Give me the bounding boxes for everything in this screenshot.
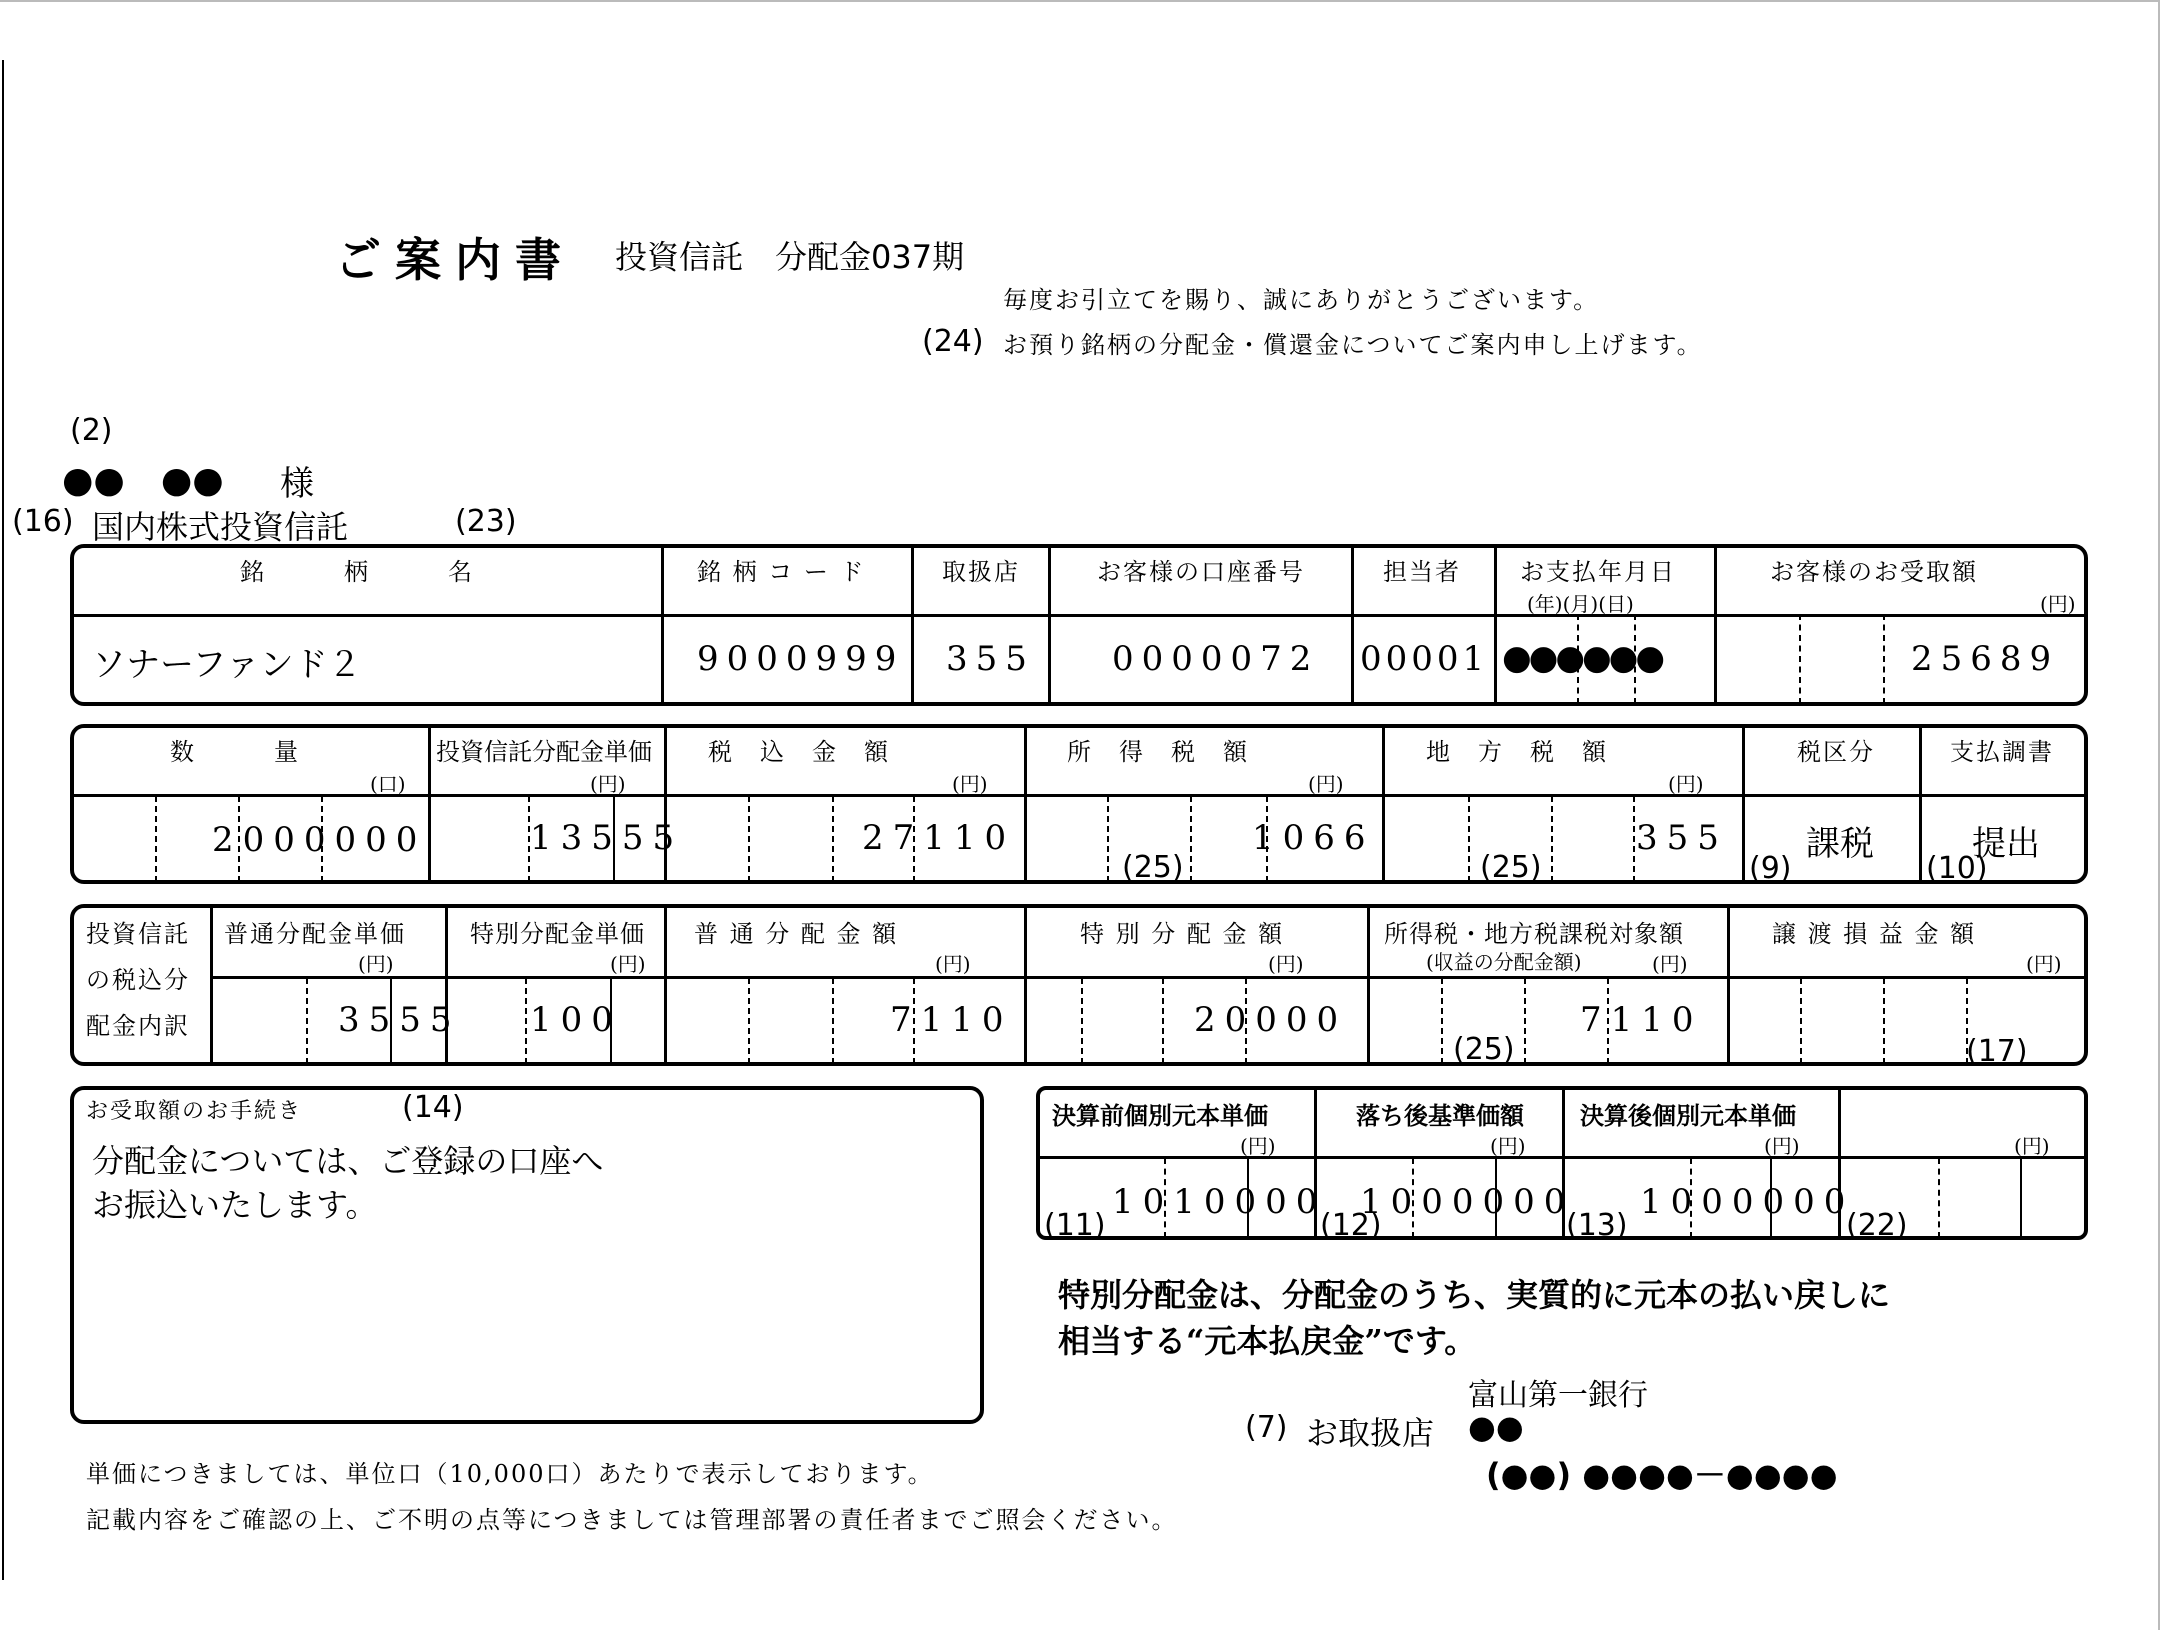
fund-category: 国内株式投資信託 bbox=[92, 508, 349, 546]
page-left-edge bbox=[2, 60, 4, 1580]
ref-25-income-tax: (25) bbox=[1122, 850, 1184, 885]
header-payment-date: お支払年月日 bbox=[1520, 558, 1676, 586]
header-blank-unit: (円) bbox=[2014, 1134, 2050, 1158]
tax-class-value: 課税 bbox=[1806, 824, 1874, 864]
header-gross-amount: 税 込 金 額 bbox=[708, 738, 890, 766]
header-post-drop-nav-unit: (円) bbox=[1490, 1134, 1526, 1158]
branch-phone: (●●) ●●●●－●●●● bbox=[1486, 1456, 1838, 1494]
branch-name: ●● bbox=[1468, 1408, 1524, 1446]
footer-note-2: 記載内容をご確認の上、ご不明の点等につきましては管理部署の責任者までご照会ください。 bbox=[86, 1506, 1178, 1534]
breakdown-side-label-3: 配金内訳 bbox=[86, 1012, 190, 1040]
fund-code-value: 9000999 bbox=[697, 639, 905, 679]
income-tax-value: 1066 bbox=[1252, 818, 1375, 858]
special-dist-amount-value: 20000 bbox=[1194, 1000, 1348, 1040]
payment-document-value: 提出 bbox=[1972, 824, 2040, 864]
header-account-number: お客様の口座番号 bbox=[1097, 558, 1305, 586]
header-branch: 取扱店 bbox=[942, 558, 1020, 586]
header-quantity-unit: (口) bbox=[370, 772, 406, 796]
header-pre-settlement-principal-unit: (円) bbox=[1240, 1134, 1276, 1158]
header-local-tax: 地 方 税 額 bbox=[1426, 738, 1608, 766]
taxable-amount-value: 7110 bbox=[1580, 1000, 1703, 1040]
header-payment-document: 支払調書 bbox=[1950, 738, 2054, 766]
header-unit-price: 投資信託分配金単価 bbox=[436, 738, 652, 766]
footer-note-1: 単価につきましては、単位口（10,000口）あたりで表示しております。 bbox=[86, 1460, 934, 1488]
header-pre-settlement-principal: 決算前個別元本単価 bbox=[1052, 1102, 1268, 1130]
pre-settlement-principal-value: 1010000 bbox=[1112, 1182, 1327, 1222]
header-quantity: 数 量 bbox=[170, 738, 300, 766]
special-distribution-note-1: 特別分配金は、分配金のうち、実質的に元本の払い戻しに bbox=[1058, 1276, 1891, 1314]
header-fund-code: 銘 柄 コ ー ド bbox=[697, 558, 866, 586]
fund-name-value: ソナーファンド２ bbox=[92, 645, 362, 685]
ref-9: (9) bbox=[1749, 851, 1792, 886]
header-normal-dist-price: 普通分配金単価 bbox=[224, 920, 406, 948]
header-fund-name: 銘 柄 名 bbox=[240, 558, 474, 586]
header-receipt-amount: お客様のお受取額 bbox=[1770, 558, 1978, 586]
ref-17: (17) bbox=[1966, 1034, 2028, 1069]
header-staff: 担当者 bbox=[1383, 558, 1461, 586]
header-local-tax-unit: (円) bbox=[1668, 772, 1704, 796]
header-unit-price-unit: (円) bbox=[590, 772, 626, 796]
special-dist-price-value: 100 bbox=[530, 1000, 622, 1040]
header-tax-class: 税区分 bbox=[1797, 738, 1875, 766]
receipt-amount-value: 25689 bbox=[1911, 639, 2060, 679]
special-distribution-note-2: 相当する“元本払戻金”です。 bbox=[1058, 1322, 1477, 1360]
quantity-value: 2000000 bbox=[212, 820, 427, 860]
header-income-tax-unit: (円) bbox=[1308, 772, 1344, 796]
bank-name: 富山第一銀行 bbox=[1468, 1378, 1648, 1413]
header-post-drop-nav: 落ち後基準価額 bbox=[1356, 1102, 1524, 1130]
receipt-procedure-text-2: お振込いたします。 bbox=[92, 1186, 378, 1224]
branch-label: お取扱店 bbox=[1306, 1414, 1435, 1452]
ref-2: (2) bbox=[70, 413, 113, 448]
header-normal-dist-amount: 普 通 分 配 金 額 bbox=[694, 920, 899, 948]
header-taxable-amount-sub: (収益の分配金額) bbox=[1426, 950, 1582, 974]
header-gross-amount-unit: (円) bbox=[952, 772, 988, 796]
header-post-settlement-principal-unit: (円) bbox=[1764, 1134, 1800, 1158]
breakdown-side-label-2: の税込分 bbox=[86, 966, 190, 994]
ref-14: (14) bbox=[402, 1090, 464, 1125]
branch-value: 355 bbox=[946, 639, 1035, 679]
header-normal-dist-amount-unit: (円) bbox=[935, 952, 971, 976]
header-special-dist-amount-unit: (円) bbox=[1268, 952, 1304, 976]
normal-dist-amount-value: 7110 bbox=[890, 1000, 1013, 1040]
header-post-settlement-principal: 決算後個別元本単価 bbox=[1580, 1102, 1796, 1130]
ref-16: (16) bbox=[12, 504, 74, 539]
receipt-procedure-text-1: 分配金については、ご登録の口座へ bbox=[92, 1142, 604, 1180]
normal-dist-price-value: 3555 bbox=[338, 1000, 461, 1040]
customer-honorific: 様 bbox=[280, 464, 314, 504]
gross-amount-value: 27110 bbox=[862, 818, 1016, 858]
ref-25-local-tax: (25) bbox=[1480, 850, 1542, 885]
receipt-procedure-label: お受取額のお手続き bbox=[86, 1099, 303, 1124]
header-taxable-amount-unit: (円) bbox=[1652, 952, 1688, 976]
ref-25-taxable: (25) bbox=[1453, 1032, 1515, 1067]
greeting-line: 毎度お引立てを賜り、誠にありがとうございます。 bbox=[1003, 286, 1600, 314]
ref-11: (11) bbox=[1044, 1208, 1106, 1243]
document-subtitle: 投資信託 分配金037期 bbox=[615, 238, 965, 276]
header-transfer-gain-loss: 譲 渡 損 益 金 額 bbox=[1772, 920, 1977, 948]
ref-22: (22) bbox=[1846, 1208, 1908, 1243]
payment-date-value: ●●●●●● bbox=[1502, 638, 1663, 678]
staff-value: 00001 bbox=[1360, 639, 1489, 679]
breakdown-side-label-1: 投資信託 bbox=[86, 920, 190, 948]
header-normal-dist-price-unit: (円) bbox=[358, 952, 394, 976]
header-special-dist-price: 特別分配金単価 bbox=[470, 920, 645, 948]
ref-13: (13) bbox=[1566, 1208, 1628, 1243]
post-drop-nav-value: 1000000 bbox=[1360, 1182, 1575, 1222]
account-number-value: 0000072 bbox=[1112, 639, 1320, 679]
notice-line: お預り銘柄の分配金・償還金についてご案内申し上げます。 bbox=[1003, 331, 1703, 359]
ref-10: (10) bbox=[1926, 851, 1988, 886]
local-tax-value: 355 bbox=[1636, 818, 1728, 858]
unit-price-value: 13555 bbox=[530, 818, 684, 858]
ref-24: (24) bbox=[922, 324, 984, 359]
ref-7: (7) bbox=[1245, 1410, 1288, 1445]
ref-12: (12) bbox=[1320, 1208, 1382, 1243]
ref-23: (23) bbox=[455, 504, 517, 539]
customer-name: ●● ●● bbox=[62, 460, 224, 501]
header-taxable-amount: 所得税・地方税課税対象額 bbox=[1384, 920, 1684, 948]
header-income-tax: 所 得 税 額 bbox=[1067, 738, 1249, 766]
page-top-edge bbox=[0, 0, 2160, 2]
header-receipt-amount-unit: (円) bbox=[2040, 592, 2076, 616]
header-transfer-gain-loss-unit: (円) bbox=[2026, 952, 2062, 976]
header-special-dist-price-unit: (円) bbox=[610, 952, 646, 976]
header-special-dist-amount: 特 別 分 配 金 額 bbox=[1080, 920, 1285, 948]
document-title: ご案内書 bbox=[335, 233, 575, 287]
header-payment-date-sub: (年)(月)(日) bbox=[1527, 592, 1634, 616]
post-settlement-principal-value: 1000000 bbox=[1640, 1182, 1855, 1222]
